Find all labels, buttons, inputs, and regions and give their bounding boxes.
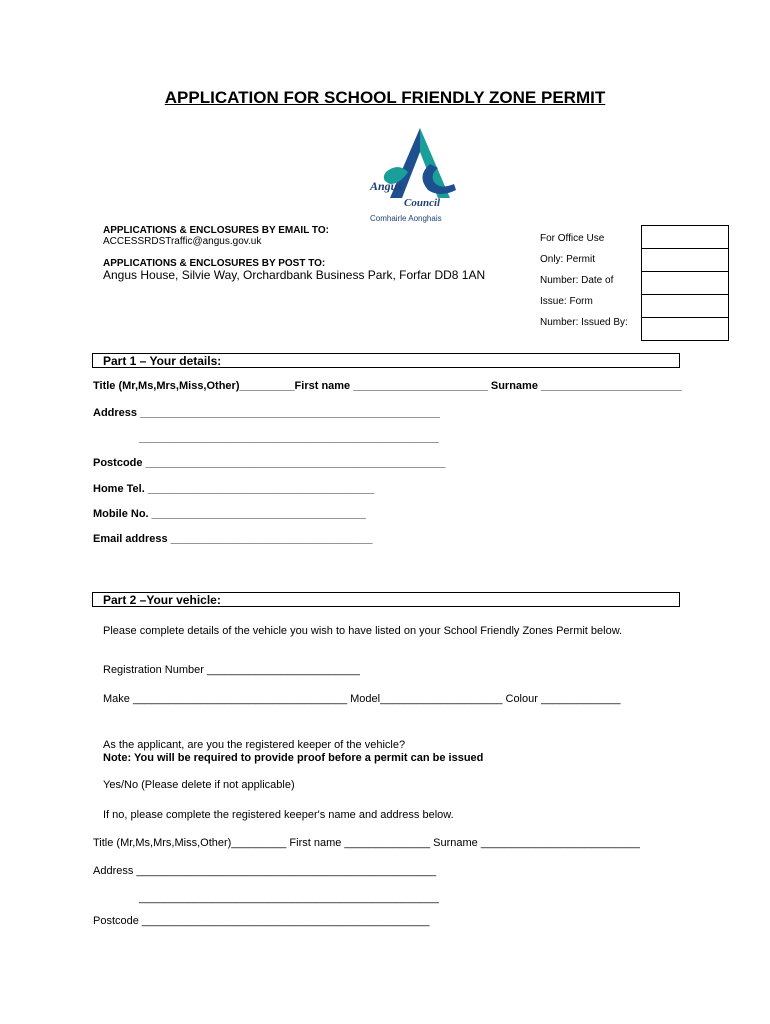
keeper-note: Note: You will be required to provide proof before a permit can be issued (103, 752, 484, 764)
office-line-3: Number: Date of (540, 275, 614, 286)
email-address: ACCESSRDSTraffic@angus.gov.uk (103, 236, 262, 247)
part1-address-field[interactable]: Address _________________________________________________ (93, 407, 440, 419)
part1-title-name-field[interactable]: Title (Mr,Ms,Mrs,Miss,Other)_________First name ______________________ Surname _______________________ (93, 380, 682, 392)
office-cell-issued-by[interactable] (642, 318, 729, 341)
office-cell-form[interactable] (642, 272, 729, 295)
registration-number-field[interactable]: Registration Number _________________________ (103, 664, 360, 676)
part1-address-line2[interactable]: _________________________________________________ (139, 432, 439, 444)
angus-council-logo (368, 124, 462, 226)
post-address: Angus House, Silvie Way, Orchardbank Business Park, Forfar DD8 1AN (103, 268, 486, 282)
keeper-question: As the applicant, are you the registered keeper of the vehicle? (103, 739, 406, 751)
logo-text-council: Council (404, 197, 441, 209)
logo-text-angus: Angus (370, 179, 403, 193)
post-heading: APPLICATIONS & ENCLOSURES BY POST TO: (103, 258, 326, 269)
office-line-2: Only: Permit (540, 254, 596, 265)
keeper-address-field[interactable]: Address _________________________________________________ (93, 865, 437, 877)
office-line-4: Issue: Form (540, 296, 593, 307)
keeper-address-line2[interactable]: _________________________________________________ (139, 892, 439, 904)
office-cell-date-of-issue[interactable] (642, 249, 729, 272)
email-heading: APPLICATIONS & ENCLOSURES BY EMAIL TO: (103, 225, 329, 236)
keeper-title-name-field[interactable]: Title (Mr,Ms,Mrs,Miss,Other)_________ First name ______________ Surname __________________________ (93, 837, 640, 849)
part1-header: Part 1 – Your details: (92, 353, 680, 368)
part2-header: Part 2 –Your vehicle: (92, 592, 680, 607)
logo-tagline: Comhairle Aonghais (370, 214, 442, 223)
office-use-table (641, 225, 729, 341)
make-model-colour-field[interactable]: Make ___________________________________ Model____________________ Colour _____________ (103, 693, 621, 705)
page-title: APPLICATION FOR SCHOOL FRIENDLY ZONE PERMIT (164, 88, 606, 107)
part1-home-tel-field[interactable]: Home Tel. _____________________________________ (93, 483, 375, 495)
yes-no-field[interactable]: Yes/No (Please delete if not applicable) (103, 779, 295, 791)
office-cell-permit-number[interactable] (642, 226, 729, 249)
part1-postcode-field[interactable]: Postcode _________________________________________________ (93, 457, 446, 469)
part2-intro: Please complete details of the vehicle you wish to have listed on your School Friendly Zones Permit below. (103, 625, 623, 637)
office-cell-number[interactable] (642, 295, 729, 318)
part1-mobile-field[interactable]: Mobile No. ___________________________________ (93, 508, 366, 520)
office-line-5: Number: Issued By: (540, 317, 628, 328)
part1-email-field[interactable]: Email address _________________________________ (93, 533, 373, 545)
if-no-instruction: If no, please complete the registered keeper's name and address below. (103, 809, 454, 821)
keeper-postcode-field[interactable]: Postcode _______________________________________________ (93, 915, 430, 927)
office-line-1: For Office Use (540, 233, 605, 244)
